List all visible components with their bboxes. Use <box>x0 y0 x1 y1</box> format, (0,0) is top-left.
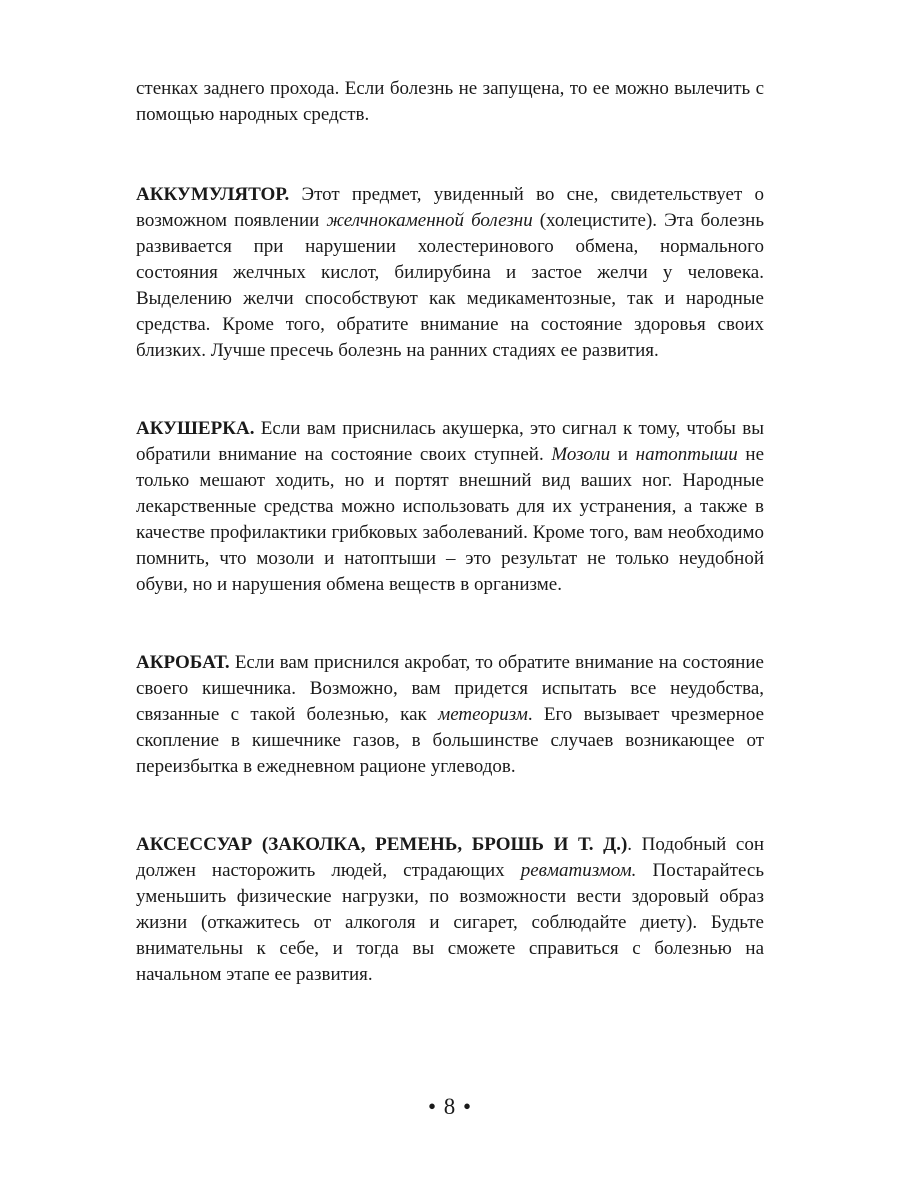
intro-text: стенках заднего прохода. Если болезнь не запущена, то ее можно вылечить с помощью народных средств. <box>136 78 764 125</box>
entry-akusherka <box>136 416 764 598</box>
entry-term: АКУШЕРКА. <box>136 418 255 439</box>
entry-text-after: (холецистите). Эта болезнь развивается при нарушении холестеринового обмена, нормального состояния желчных кислот, билирубина и застое желчи у человека. Выделению желчи способствуют как медикаментозные, так и народные средства. Кроме того, обратите внимание на состояние здоровья своих близких. Лучше пресечь болезнь на ранних стадиях ее развития. <box>136 210 765 361</box>
entry-text-before: Если вам приснился акробат, то обратите внимание на состояние своего кишечника. Возможно, вам придется испытать все неудобства, связанные с такой болезнью, как <box>136 652 764 725</box>
entry-emphasis: желчнокаменной болезни <box>326 210 533 231</box>
entry-emphasis: Мозоли <box>551 444 611 465</box>
entry-emphasis: ревматизмом. <box>520 860 637 881</box>
entry-text-after: Постарайтесь уменьшить физические нагрузки, по возможности вести здоровый образ жизни (откажитесь от алкоголя и сигарет, соблюдайте диету). Будьте внимательны к себе, и тогда вы сможете справиться с болезнью на начальном этапе ее развития. <box>136 860 764 985</box>
entry-text-middle: и <box>610 444 636 465</box>
entry-text-before: Если вам приснилась акушерка, это сигнал к тому, чтобы вы обратили внимание на состояние своих ступней. <box>136 418 764 465</box>
entry-text-before: . Подобный сон должен насторожить людей, страдающих <box>136 834 764 881</box>
page-number: • 8 • <box>427 1094 473 1119</box>
entry-text-before: Этот предмет, увиденный во сне, свидетельствует о возможном появлении <box>136 184 764 231</box>
entry-akrobat <box>136 650 764 780</box>
intro-paragraph <box>136 76 764 128</box>
entry-akkumulyator <box>136 182 764 364</box>
entry-term: АКСЕССУАР (ЗАКОЛКА, РЕМЕНЬ, БРОШЬ И Т. Д.) <box>136 834 628 855</box>
entry-text-after: . Его вызывает чрезмерное скопление в кишечнике газов, в большинстве случаев возникающее от переизбытка в ежедневном рационе углеводов. <box>136 704 765 777</box>
entry-aksessuar <box>136 832 764 988</box>
entry-term: АКРОБАТ. <box>136 652 230 673</box>
entry-emphasis: метеоризм <box>438 704 528 725</box>
entry-emphasis-2: натоптыши <box>635 444 738 465</box>
page-content <box>136 76 764 988</box>
entry-text-after: не только мешают ходить, но и портят внешний вид ваших ног. Народные лекарственные средства можно использовать для их устранения, а также в качестве профилактики грибковых заболеваний. Кроме того, вам необходимо помнить, что мозоли и натоптыши – это результат не только неудобной обуви, но и нарушения обмена веществ в организме. <box>136 444 764 595</box>
entry-term: АККУМУЛЯТОР. <box>136 184 290 205</box>
